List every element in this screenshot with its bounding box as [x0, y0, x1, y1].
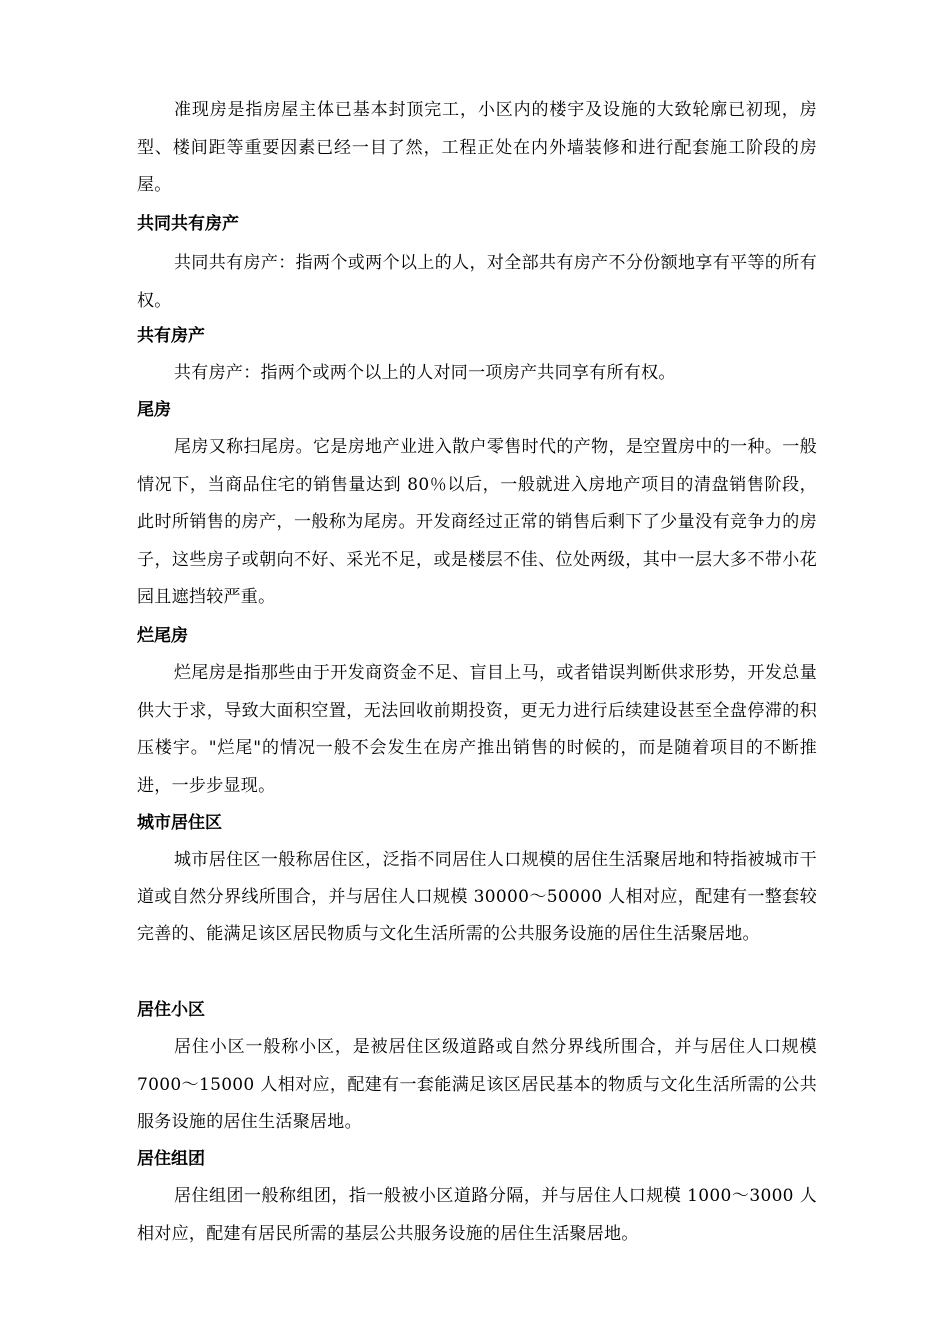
section-heading-joint-common-property: 共同共有房产	[137, 214, 239, 234]
section-body-residential-cluster: 居住组团一般称组团，指一般被小区道路分隔，并与居住人口规模 1000～3000 人相对应，配建有居民所需的基层公共服务设施的居住生活聚居地。	[137, 1186, 817, 1244]
section-body-urban-residential-district: 城市居住区一般称居住区，泛指不同居住人口规模的居住生活聚居地和特指被城市干道或自然分界线所围合，并与居住人口规模 30000～50000 人相对应，配建有一整套较完善的、能满足该区居民物质与文化生活所需的公共服务设施的居住生活聚居地。	[137, 850, 817, 944]
section-heading-residential-cluster: 居住组团	[137, 1149, 205, 1169]
section-heading-urban-residential-district: 城市居住区	[137, 813, 222, 833]
section-body-unfinished-buildings: 烂尾房是指那些由于开发商资金不足、盲目上马，或者错误判断供求形势，开发总量供大于求，导致大面积空置，无法回收前期投资，更无力进行后续建设甚至全盘停滞的积压楼宇。"烂尾"的情况一般不会发生在房产推出销售的时候的，而是随着项目的不断推进，一步步显现。	[137, 663, 817, 796]
intro-paragraph: 准现房是指房屋主体已基本封顶完工，小区内的楼宇及设施的大致轮廓已初现，房型、楼间距等重要因素已经一目了然，工程正处在内外墙装修和进行配套施工阶段的房屋。	[137, 100, 817, 195]
section-body-joint-common-property: 共同共有房产：指两个或两个以上的人，对全部共有房产不分份额地享有平等的所有权。	[137, 253, 817, 311]
section-heading-unfinished-buildings: 烂尾房	[137, 626, 188, 646]
section-heading-shared-property: 共有房产	[137, 326, 205, 346]
section-body-remaining-units: 尾房又称扫尾房。它是房地产业进入散户零售时代的产物，是空置房中的一种。一般情况下，当商品住宅的销售量达到 80％以后，一般就进入房地产项目的清盘销售阶段，此时所销售的房产，一般称为尾房。开发商经过正常的销售后剩下了少量没有竞争力的房子，这些房子或朝向不好、采光不足，或是楼层不佳、位处两级，其中一层大多不带小花园且遮挡较严重。	[137, 437, 817, 607]
section-body-residential-quarter: 居住小区一般称小区，是被居住区级道路或自然分界线所围合，并与居住人口规模 7000～15000 人相对应，配建有一套能满足该区居民基本的物质与文化生活所需的公共服务设施的居住生活聚居地。	[137, 1037, 817, 1132]
section-heading-remaining-units: 尾房	[137, 400, 171, 420]
section-heading-residential-quarter: 居住小区	[137, 1000, 205, 1020]
section-body-shared-property: 共有房产：指两个或两个以上的人对同一项房产共同享有所有权。	[174, 363, 676, 383]
